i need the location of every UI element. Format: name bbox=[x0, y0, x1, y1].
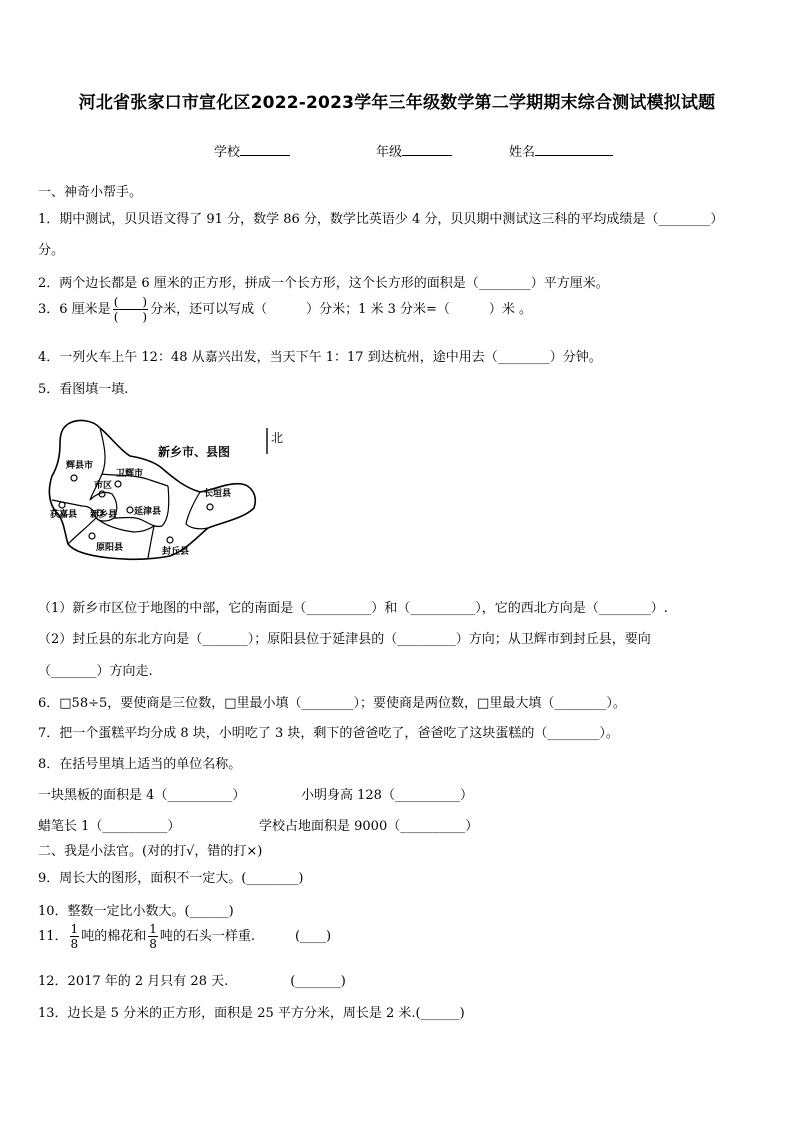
question-5-2: （2）封丘县的东北方向是（_______）；原阳县位于延津县的（_________）方向；从卫辉市到封丘县，要向 bbox=[38, 632, 651, 647]
question-9: 9．周长大的图形，面积不一定大。(________) bbox=[38, 871, 304, 886]
label-city: 市区 bbox=[94, 481, 113, 491]
question-12 bbox=[38, 970, 346, 989]
huixian-dot bbox=[71, 475, 77, 481]
label-fengqiu: 封丘县 bbox=[162, 547, 190, 557]
q3-numerator: ( ) bbox=[113, 295, 148, 309]
question-11 bbox=[38, 923, 331, 950]
xinxiang-map bbox=[38, 410, 308, 580]
question-13: 13．边长是 5 分米的正方形，面积是 25 平方分米，周长是 2 米.(______) bbox=[38, 1006, 465, 1021]
school-label: 学校 bbox=[214, 145, 241, 160]
section-2-heading: 二、我是小法官。(对的打√，错的打×) bbox=[38, 844, 263, 859]
grade-label: 年级 bbox=[376, 145, 403, 160]
q11-denominator-1: 8 bbox=[70, 937, 79, 951]
yuanyang-dot bbox=[89, 533, 95, 539]
q3-post: 分米，还可以写成（ ）分米；1 米 3 分米=（ ）米 。 bbox=[150, 302, 533, 317]
map-border-yuanyang bbox=[68, 518, 154, 544]
grade-blank[interactable] bbox=[402, 142, 452, 156]
school-field bbox=[214, 141, 290, 160]
q11-fraction-1 bbox=[70, 923, 80, 950]
question-5-1: （1）新乡市区位于地图的中部，它的南面是（__________）和（__________），它的西北方向是（________）. bbox=[38, 601, 668, 616]
map-title: 新乡市、县图 bbox=[158, 445, 231, 459]
q11-numerator-1: 1 bbox=[70, 922, 79, 936]
label-huixian: 辉县市 bbox=[66, 461, 94, 471]
q11-fraction-2 bbox=[148, 923, 158, 950]
huojia-dot bbox=[59, 502, 65, 508]
question-2: 2．两个边长都是 6 厘米的正方形，拼成一个长方形，这个长方形的面积是（________）平方厘米。 bbox=[38, 276, 609, 291]
changyuan-dot bbox=[207, 504, 213, 510]
page-title: 河北省张家口市宣化区2022-2023学年三年级数学第二学期期末综合测试模拟试题 bbox=[78, 93, 716, 113]
q12-text: 12．2017 年的 2 月只有 28 天. bbox=[38, 974, 229, 989]
question-7: 7．把一个蛋糕平均分成 8 块，小明吃了 3 块，剩下的爸爸吃了，爸爸吃了这块蛋糕的（________）。 bbox=[38, 726, 619, 741]
question-3 bbox=[38, 296, 532, 323]
q11-numerator-2: 1 bbox=[149, 922, 157, 936]
yanjin-dot bbox=[127, 507, 133, 513]
city-dot bbox=[99, 491, 105, 497]
grade-field bbox=[376, 141, 452, 160]
question-8-b: 小明身高 128（__________） bbox=[301, 788, 473, 803]
question-8-d: 学校占地面积是 9000（__________） bbox=[259, 819, 479, 834]
q11-mid: 吨的棉花和 bbox=[81, 929, 147, 944]
question-4: 4．一列火车上午 12：48 从嘉兴出发，当天下午 1：17 到达杭州，途中用去（________）分钟。 bbox=[38, 350, 602, 365]
q12-blank: (_______) bbox=[290, 974, 346, 989]
q3-pre: 3．6 厘米是 bbox=[38, 302, 111, 317]
q11-denominator-2: 8 bbox=[149, 937, 157, 951]
weihui-dot bbox=[115, 481, 121, 487]
label-xinxiang-county: 新乡县 bbox=[90, 510, 118, 520]
q11-pre: 11． bbox=[38, 929, 68, 944]
name-field bbox=[509, 141, 613, 160]
question-10: 10．整数一定比小数大。(______) bbox=[38, 904, 234, 919]
map-border-fengqiu bbox=[148, 526, 154, 558]
fengqiu-dot bbox=[167, 537, 173, 543]
section-1-heading: 一、神奇小帮手。 bbox=[38, 185, 143, 200]
label-huojia: 获嘉县 bbox=[50, 510, 78, 520]
school-blank[interactable] bbox=[240, 142, 290, 156]
question-8-a: 一块黑板的面积是 4（__________） bbox=[38, 788, 246, 803]
q3-fraction bbox=[113, 296, 148, 323]
label-yuanyang: 原阳县 bbox=[96, 543, 124, 553]
question-5-2-cont: （_______）方向走. bbox=[38, 664, 153, 679]
q3-denominator: ( ) bbox=[113, 310, 148, 324]
label-changyuan: 长垣县 bbox=[204, 489, 232, 499]
q11-blank: (____) bbox=[294, 929, 332, 944]
question-5: 5．看图填一填. bbox=[38, 382, 129, 397]
north-label: 北 bbox=[271, 431, 284, 445]
label-weihui: 卫辉市 bbox=[116, 469, 144, 479]
question-6: 6．□58÷5，要使商是三位数，□里最小填（________）；要使商是两位数，□里最大填（________）。 bbox=[38, 696, 626, 711]
q11-post: 吨的石头一样重. bbox=[159, 929, 255, 944]
name-blank[interactable] bbox=[535, 142, 613, 156]
question-8: 8．在括号里填上适当的单位名称。 bbox=[38, 757, 242, 772]
question-8-c: 蜡笔长 1（__________） bbox=[38, 819, 181, 834]
label-yanjin: 延津县 bbox=[134, 507, 162, 517]
question-1-cont: 分。 bbox=[38, 243, 65, 258]
name-label: 姓名 bbox=[509, 145, 536, 160]
question-1: 1．期中测试，贝贝语文得了 91 分，数学 86 分，数学比英语少 4 分，贝贝期中测试这三科的平均成绩是（________） bbox=[38, 212, 724, 227]
